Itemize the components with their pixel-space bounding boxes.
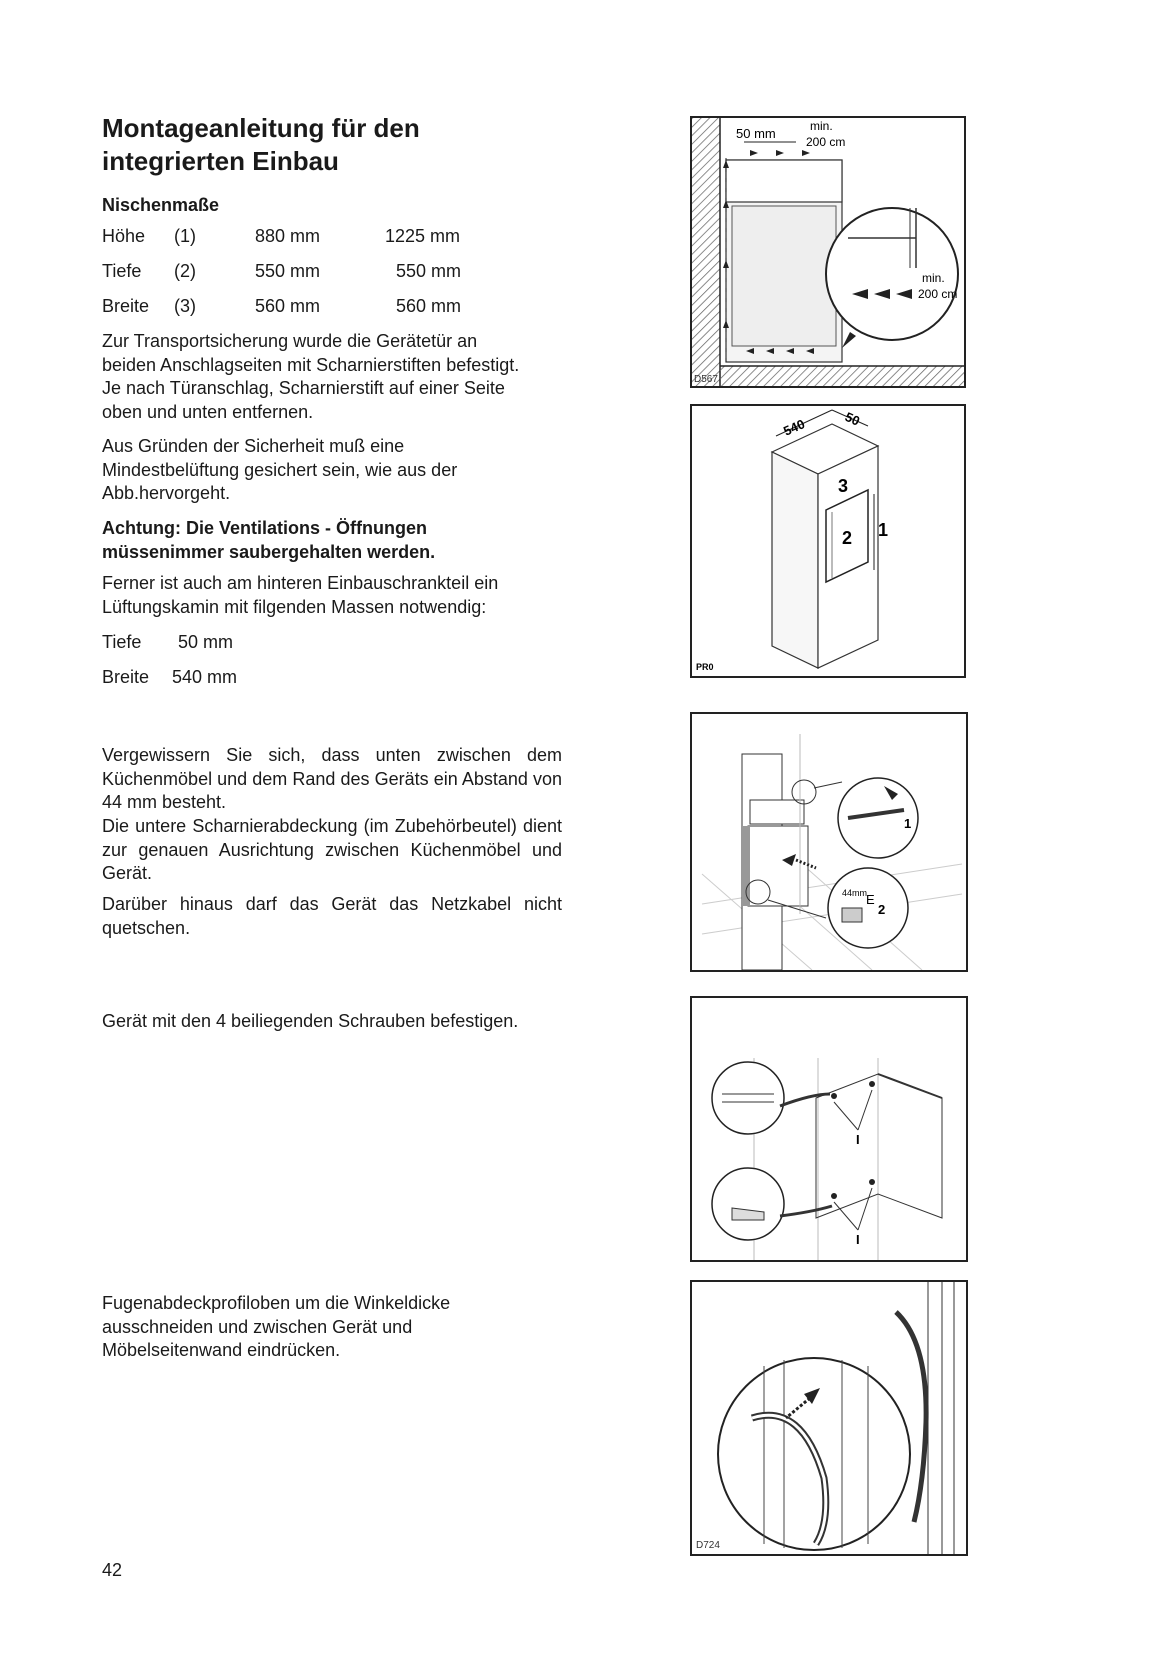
chimney-label: Tiefe xyxy=(102,632,142,652)
step-2-label: 2 xyxy=(878,902,886,917)
niche-heading: Nischenmaße xyxy=(102,195,220,215)
area-label-top: 200 cm xyxy=(806,135,846,149)
dim-44mm-label: 44mm xyxy=(842,888,868,898)
page-title xyxy=(102,112,562,178)
paragraph-cable: Darüber hinaus darf das Gerät das Netzkabel nicht quetschen. xyxy=(102,894,562,938)
niche-num: (1) xyxy=(174,226,196,246)
figure-joint-profile xyxy=(690,1280,968,1556)
screw-label-upper: I xyxy=(856,1132,860,1147)
figure-hinge-alignment xyxy=(690,712,968,972)
niche-num: (3) xyxy=(174,296,196,316)
chimney-value: 540 mm xyxy=(172,667,238,687)
min-label-top: min. xyxy=(810,119,833,133)
figure-screws xyxy=(690,996,968,1262)
step-1-label: 1 xyxy=(904,816,912,831)
niche-value-1: 550 mm xyxy=(255,261,321,281)
joint-profile-diagram xyxy=(692,1282,966,1554)
warning-text: Achtung: Die Ventilations - Öffnungen müssenimmer saubergehalten werden. xyxy=(102,518,436,562)
niche-num: (2) xyxy=(174,261,196,281)
paragraph-profile: Fugenabdeckprofiloben um die Winkeldicke ausschneiden und zwischen Gerät und Möbelseitenwand eindrücken. xyxy=(102,1293,451,1360)
paragraph-screws: Gerät mit den 4 beiliegenden Schrauben befestigen. xyxy=(102,1011,519,1031)
width-540-label: 540 xyxy=(781,416,808,439)
figure-code: D724 xyxy=(696,1540,720,1551)
figure-code: D567 xyxy=(694,374,718,385)
hinge-alignment-diagram xyxy=(692,714,966,970)
screw-label-lower: I xyxy=(856,1232,860,1247)
depth-50-label: 50 xyxy=(842,409,863,429)
screws-diagram xyxy=(692,998,966,1260)
paragraph-chimney: Ferner ist auch am hinteren Einbauschrankteil ein Lüftungskamin mit filgenden Massen notwendig: xyxy=(102,573,499,617)
dimension-1-label: 1 xyxy=(878,520,889,540)
paragraph-transport: Zur Transportsicherung wurde die Gerätetür an beiden Anschlagseiten mit Scharnierstiften befestigt. Je nach Türanschlag, Scharnierstift auf einer Seite oben und unten entfernen. xyxy=(102,331,520,422)
niche-value-2: 560 mm xyxy=(396,296,462,316)
title-line-1: Montageanleitung für den xyxy=(102,113,420,143)
niche-value-2: 550 mm xyxy=(396,261,462,281)
e-label: E xyxy=(866,892,875,907)
chimney-value: 50 mm xyxy=(178,632,234,652)
niche-value-1: 560 mm xyxy=(255,296,321,316)
paragraph-safety: Aus Gründen der Sicherheit muß eine Mindestbelüftung gesichert sein, wie aus der Abb.hervorgeht. xyxy=(102,436,458,503)
figure-code: PR0 xyxy=(696,662,714,672)
niche-label: Tiefe xyxy=(102,261,142,281)
dim-50mm-label: 50 mm xyxy=(736,126,776,141)
area-label-right: 200 cm xyxy=(918,287,958,301)
paragraph-gap: Vergewissern Sie sich, dass unten zwischen dem Küchenmöbel und dem Rand des Geräts ein Abstand von 44 mm besteht. xyxy=(102,745,562,812)
paragraph-hinge: Die untere Scharnierabdeckung (im Zubehörbeutel) dient zur genauen Ausrichtung zwischen Küchenmöbel und Gerät. xyxy=(102,816,562,883)
figure-niche xyxy=(690,404,966,678)
figure-ventilation xyxy=(690,116,966,388)
niche-label: Höhe xyxy=(102,226,146,246)
dimension-3-label: 3 xyxy=(838,476,849,496)
ventilation-diagram xyxy=(692,118,964,386)
dimension-2-label: 2 xyxy=(842,528,853,548)
niche-diagram xyxy=(692,406,964,676)
page-number: 42 xyxy=(102,1560,123,1580)
niche-value-1: 880 mm xyxy=(255,226,321,246)
min-label-right: min. xyxy=(922,271,945,285)
title-line-2: integrierten Einbau xyxy=(102,146,339,176)
chimney-label: Breite xyxy=(102,667,150,687)
niche-label: Breite xyxy=(102,296,150,316)
niche-value-2: 1225 mm xyxy=(385,226,461,246)
